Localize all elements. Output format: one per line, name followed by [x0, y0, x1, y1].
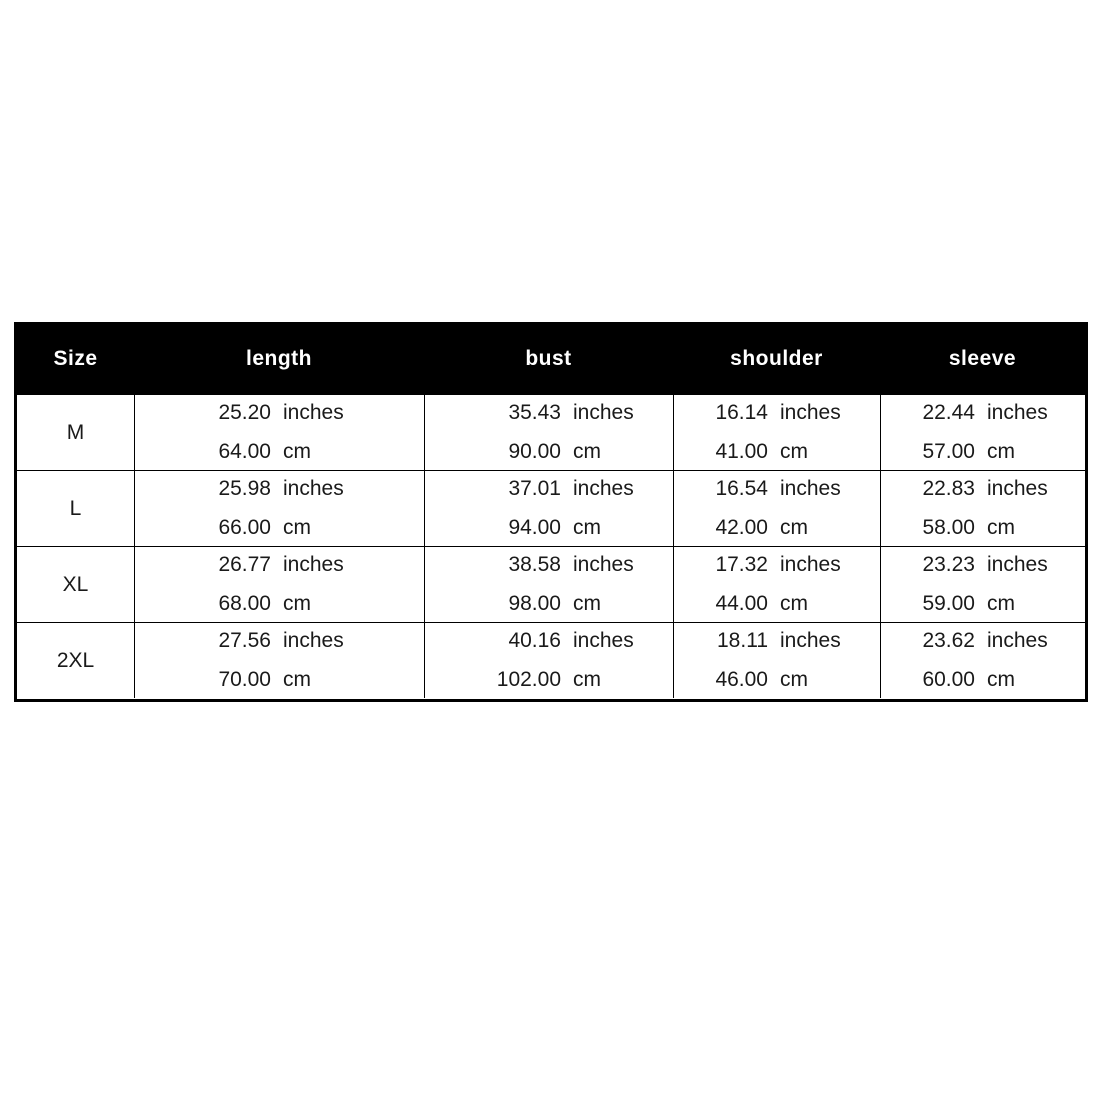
- unit-label: inches: [780, 477, 841, 500]
- length-cm-line: [135, 668, 424, 692]
- length-cell: [134, 395, 424, 470]
- bust-inches-line: [425, 477, 673, 501]
- sleeve-inches-value: 23.62: [922, 629, 975, 652]
- shoulder-inches-value: 16.54: [715, 477, 768, 500]
- length-inches-value: 25.20: [218, 401, 271, 424]
- shoulder-cm-line: [674, 668, 880, 692]
- sleeve-cm-line: [881, 516, 1085, 540]
- size-chart-table: [14, 322, 1088, 702]
- sleeve-cm-line: [881, 668, 1085, 692]
- unit-label: cm: [573, 516, 601, 539]
- sleeve-cm-value: 58.00: [922, 516, 975, 539]
- shoulder-cm-value: 44.00: [715, 592, 768, 615]
- bust-cm-line: [425, 440, 673, 464]
- length-inches-value: 26.77: [218, 553, 271, 576]
- bust-inches-line: [425, 629, 673, 653]
- sleeve-inches-value: 22.83: [922, 477, 975, 500]
- shoulder-inches-line: [674, 553, 880, 577]
- sleeve-cm-value: 60.00: [922, 668, 975, 691]
- table-row: [17, 392, 1085, 470]
- table-row: [17, 622, 1085, 698]
- unit-label: cm: [573, 668, 601, 691]
- shoulder-cm-line: [674, 592, 880, 616]
- unit-label: cm: [780, 668, 808, 691]
- unit-label: inches: [573, 401, 634, 424]
- sleeve-inches-value: 23.23: [922, 553, 975, 576]
- unit-label: cm: [987, 592, 1015, 615]
- shoulder-inches-line: [674, 401, 880, 425]
- bust-inches-value: 40.16: [508, 629, 561, 652]
- unit-label: cm: [780, 592, 808, 615]
- bust-inches-value: 37.01: [508, 477, 561, 500]
- length-cm-value: 64.00: [218, 440, 271, 463]
- shoulder-cell: [673, 547, 880, 622]
- unit-label: cm: [987, 516, 1015, 539]
- shoulder-inches-value: 17.32: [715, 553, 768, 576]
- bust-cm-line: [425, 668, 673, 692]
- sleeve-inches-line: [881, 629, 1085, 653]
- size-cell: L: [69, 496, 82, 520]
- sleeve-cm-value: 57.00: [922, 440, 975, 463]
- length-inches-value: 25.98: [218, 477, 271, 500]
- unit-label: inches: [987, 629, 1048, 652]
- length-cell: [134, 547, 424, 622]
- size-cell: 2XL: [56, 648, 95, 672]
- bust-cell: [424, 471, 673, 546]
- sleeve-inches-value: 22.44: [922, 401, 975, 424]
- header-sleeve: sleeve: [948, 346, 1017, 370]
- sleeve-cm-value: 59.00: [922, 592, 975, 615]
- bust-cm-value: 98.00: [508, 592, 561, 615]
- length-inches-line: [135, 477, 424, 501]
- unit-label: inches: [283, 629, 344, 652]
- shoulder-cell: [673, 471, 880, 546]
- unit-label: cm: [283, 440, 311, 463]
- sleeve-cell: [880, 547, 1085, 622]
- bust-cm-line: [425, 592, 673, 616]
- sleeve-cm-line: [881, 440, 1085, 464]
- header-bust: bust: [525, 346, 572, 370]
- unit-label: inches: [780, 553, 841, 576]
- bust-cm-value: 90.00: [508, 440, 561, 463]
- unit-label: inches: [573, 477, 634, 500]
- length-cell: [134, 623, 424, 698]
- bust-cell: [424, 547, 673, 622]
- unit-label: inches: [283, 553, 344, 576]
- shoulder-cm-value: 41.00: [715, 440, 768, 463]
- unit-label: inches: [987, 401, 1048, 424]
- table-row: [17, 470, 1085, 546]
- bust-cm-line: [425, 516, 673, 540]
- unit-label: inches: [780, 629, 841, 652]
- unit-label: inches: [283, 401, 344, 424]
- unit-label: inches: [573, 629, 634, 652]
- sleeve-inches-line: [881, 553, 1085, 577]
- table-body: [17, 392, 1085, 698]
- shoulder-inches-line: [674, 477, 880, 501]
- bust-inches-value: 35.43: [508, 401, 561, 424]
- unit-label: cm: [780, 516, 808, 539]
- size-cell: XL: [62, 572, 89, 596]
- length-inches-line: [135, 629, 424, 653]
- length-cm-line: [135, 440, 424, 464]
- unit-label: cm: [573, 592, 601, 615]
- length-inches-line: [135, 401, 424, 425]
- unit-label: cm: [283, 668, 311, 691]
- bust-cm-value: 94.00: [508, 516, 561, 539]
- table-header: [17, 325, 1085, 392]
- bust-inches-line: [425, 553, 673, 577]
- length-cm-line: [135, 516, 424, 540]
- header-size: Size: [53, 346, 98, 370]
- unit-label: cm: [780, 440, 808, 463]
- shoulder-cm-value: 42.00: [715, 516, 768, 539]
- unit-label: cm: [283, 592, 311, 615]
- table-row: [17, 546, 1085, 622]
- bust-cell: [424, 395, 673, 470]
- length-cell: [134, 471, 424, 546]
- size-cell: M: [66, 420, 85, 444]
- length-cm-value: 66.00: [218, 516, 271, 539]
- bust-cm-value: 102.00: [496, 668, 561, 691]
- unit-label: inches: [573, 553, 634, 576]
- shoulder-cm-value: 46.00: [715, 668, 768, 691]
- sleeve-inches-line: [881, 477, 1085, 501]
- header-length: length: [246, 346, 312, 370]
- unit-label: cm: [283, 516, 311, 539]
- bust-inches-value: 38.58: [508, 553, 561, 576]
- shoulder-cell: [673, 395, 880, 470]
- sleeve-inches-line: [881, 401, 1085, 425]
- unit-label: inches: [987, 553, 1048, 576]
- unit-label: cm: [987, 668, 1015, 691]
- bust-inches-line: [425, 401, 673, 425]
- unit-label: inches: [283, 477, 344, 500]
- length-cm-line: [135, 592, 424, 616]
- shoulder-inches-value: 16.14: [715, 401, 768, 424]
- sleeve-cell: [880, 395, 1085, 470]
- bust-cell: [424, 623, 673, 698]
- shoulder-cell: [673, 623, 880, 698]
- shoulder-cm-line: [674, 440, 880, 464]
- length-inches-value: 27.56: [218, 629, 271, 652]
- sleeve-cm-line: [881, 592, 1085, 616]
- unit-label: cm: [987, 440, 1015, 463]
- shoulder-cm-line: [674, 516, 880, 540]
- length-cm-value: 68.00: [218, 592, 271, 615]
- length-inches-line: [135, 553, 424, 577]
- unit-label: inches: [780, 401, 841, 424]
- length-cm-value: 70.00: [218, 668, 271, 691]
- sleeve-cell: [880, 471, 1085, 546]
- sleeve-cell: [880, 623, 1085, 698]
- unit-label: cm: [573, 440, 601, 463]
- shoulder-inches-line: [674, 629, 880, 653]
- shoulder-inches-value: 18.11: [717, 629, 768, 652]
- header-shoulder: shoulder: [730, 346, 823, 370]
- unit-label: inches: [987, 477, 1048, 500]
